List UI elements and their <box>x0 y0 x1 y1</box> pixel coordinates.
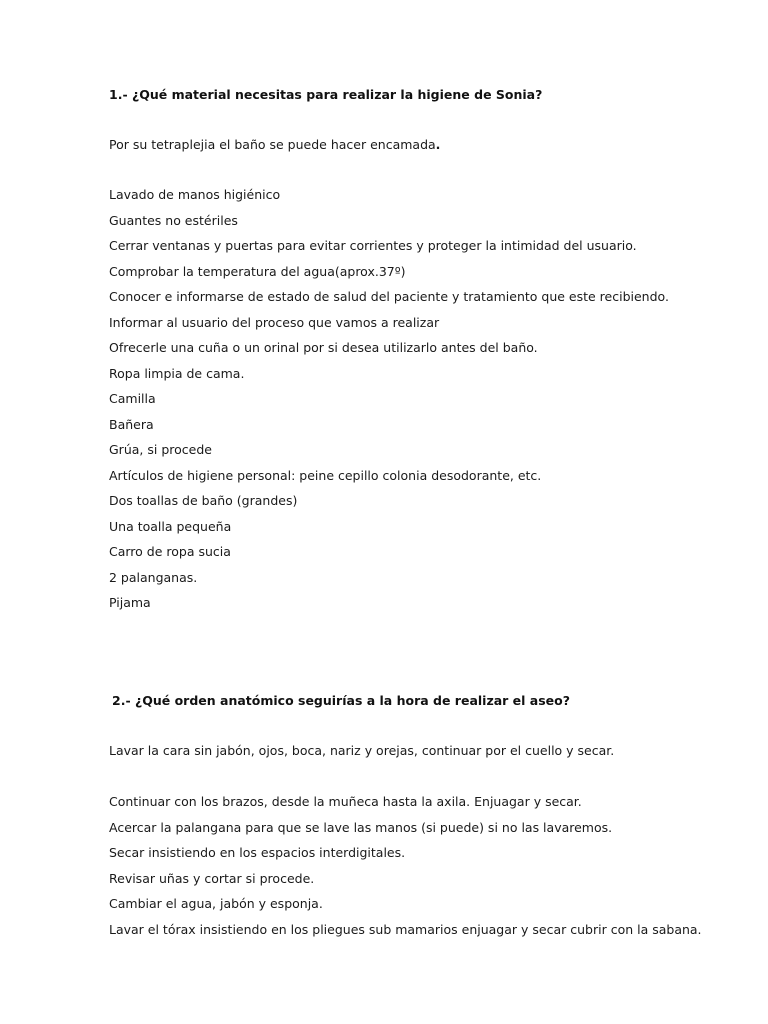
section2-list <box>109 794 702 947</box>
list-item: Revisar uñas y cortar si procede. <box>109 870 315 886</box>
section1-heading: 1.- ¿Qué material necesitas para realizar la higiene de Sonia? <box>109 87 543 102</box>
list-item: Bañera <box>109 416 154 432</box>
list-item: Camilla <box>109 391 156 406</box>
list-item: Guantes no estériles <box>109 212 238 228</box>
list-item: Lavado de manos higiénico <box>109 187 281 202</box>
list-item: Artículos de higiene personal: peine cepillo colonia desodorante, etc. <box>109 467 542 483</box>
list-item: Pijama <box>109 595 151 610</box>
list-item: Acercar la palangana para que se lave las manos (si puede) si no las lavaremos. <box>109 819 613 835</box>
section2-heading: 2.- ¿Qué orden anatómico seguirías a la hora de realizar el aseo? <box>112 693 570 708</box>
list-item: Conocer e informarse de estado de salud del paciente y tratamiento que este recibiendo. <box>109 289 669 304</box>
list-item: Carro de ropa sucia <box>109 544 231 559</box>
list-item: Dos toallas de baño (grandes) <box>109 493 298 508</box>
section1-intro <box>109 137 440 152</box>
list-item: Cambiar el agua, jabón y esponja. <box>109 896 323 911</box>
list-item: Una toalla pequeña <box>109 518 232 534</box>
section2-intro: Lavar la cara sin jabón, ojos, boca, nariz y orejas, continuar por el cuello y secar. <box>109 743 615 758</box>
list-item: Continuar con los brazos, desde la muñeca hasta la axila. Enjuagar y secar. <box>109 794 582 809</box>
list-item: Cerrar ventanas y puertas para evitar corrientes y proteger la intimidad del usuario. <box>109 238 637 253</box>
list-item: Ofrecerle una cuña o un orinal por si desea utilizarlo antes del baño. <box>109 340 538 355</box>
list-item: Comprobar la temperatura del agua(aprox.37º) <box>109 263 406 279</box>
list-item: Secar insistiendo en los espacios interdigitales. <box>109 845 406 860</box>
list-item: Grúa, si procede <box>109 442 212 457</box>
section1-list <box>109 187 669 621</box>
list-item: Ropa limpia de cama. <box>109 365 245 381</box>
section1-intro-text: Por su tetraplejia el baño se puede hacer encamada <box>109 137 436 152</box>
section1-intro-period: . <box>435 137 441 152</box>
list-item: Lavar el tórax insistiendo en los pliegues sub mamarios enjuagar y secar cubrir con la sabana. <box>109 921 702 937</box>
list-item: Informar al usuario del proceso que vamos a realizar <box>109 314 440 330</box>
list-item: 2 palanganas. <box>109 569 198 585</box>
